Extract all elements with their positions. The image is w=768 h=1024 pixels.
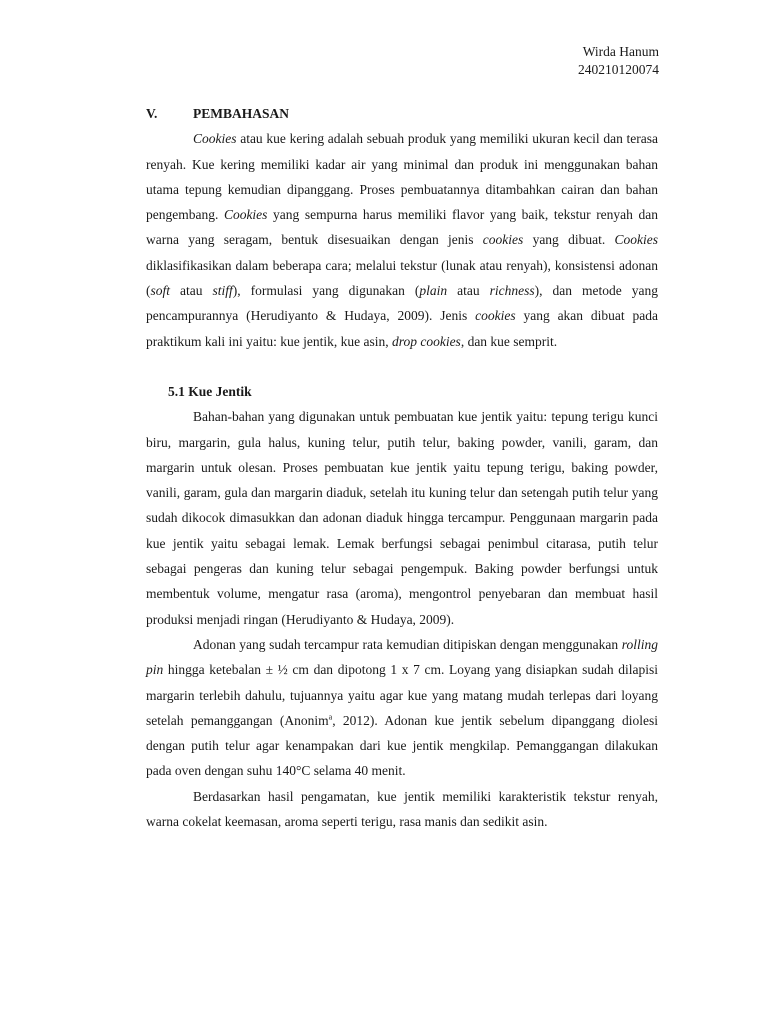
italic-term: cookies bbox=[475, 308, 516, 324]
document-body bbox=[146, 101, 658, 834]
italic-term: richness bbox=[489, 283, 535, 299]
text-run: ), dan metode yang pencampurannya (Herudiyanto & Hudaya, 2009). Jenis bbox=[146, 283, 658, 324]
text-run: , dan kue semprit. bbox=[460, 333, 558, 349]
subsection-heading: 5.1 Kue Jentik bbox=[168, 383, 252, 399]
paragraph-observation: Berdasarkan hasil pengamatan, kue jentik memiliki karakteristik tekstur renyah, warna cokelat keemasan, aroma seperti terigu, rasa manis dan sedikit asin. bbox=[146, 788, 658, 830]
text-run: , 2012). Adonan kue jentik sebelum dipanggang diolesi dengan putih telur agar kenampakan dari kue jentik mengkilap. Pemanggangan dilakukan pada oven dengan suhu 140°C selama 40 menit. bbox=[146, 712, 658, 779]
italic-term: Cookies bbox=[614, 232, 658, 248]
italic-term: drop cookies bbox=[391, 333, 461, 349]
section-number: V. bbox=[146, 106, 158, 121]
intro-paragraph bbox=[146, 126, 658, 354]
italic-term: stiff bbox=[212, 283, 233, 299]
italic-term: cookies bbox=[482, 232, 524, 248]
text-run: atau bbox=[170, 283, 213, 299]
text-run: yang sempurna harus memiliki flavor yang baik, tekstur renyah dan warna yang seragam, bentuk disesuaikan dengan jenis bbox=[146, 207, 658, 248]
author-name: Wirda Hanum bbox=[582, 44, 659, 59]
italic-term: plain bbox=[419, 283, 448, 299]
italic-term: rolling pin bbox=[146, 636, 658, 678]
italic-term: Cookies bbox=[223, 207, 268, 223]
text-run: yang akan dibuat pada praktikum kali ini yaitu: kue jentik, kue asin, bbox=[146, 308, 659, 349]
text-run: ), formulasi yang digunakan ( bbox=[232, 283, 420, 299]
section-title: PEMBAHASAN bbox=[193, 106, 290, 121]
text-run: diklasifikasikan dalam beberapa cara; melalui tekstur (lunak atau renyah), konsistensi adonan ( bbox=[146, 257, 658, 299]
paragraph-process bbox=[146, 632, 658, 784]
text-run: hingga ketebalan ± ½ cm dan dipotong 1 x 7 cm. Loyang yang disiapkan sudah dilapisi margarin terlebih dahulu, tujuannya yaitu agar kue yang matang mudah terlepas dari loyang setelah pemanggangan (Anonim bbox=[146, 662, 658, 728]
section-heading bbox=[146, 101, 658, 126]
paragraph-ingredients: Bahan-bahan yang digunakan untuk pembuatan kue jentik yaitu: tepung terigu kunci biru, margarin, gula halus, kuning telur, putih telur, baking powder, vanili, garam, dan margarin untuk olesan. Proses pembuatan kue jentik yaitu tepung terigu, baking powder, vanili, garam, gula dan margarin diaduk, setelah itu kuning telur dan setengah putih telur yang sudah dikocok dimasukkan dan adonan diaduk hingga tercampur. Penggunaan margarin pada kue jentik yaitu sebagai lemak. Lemak berfungsi sebagai penimbul citarasa, putih telur sebagai pengeras dan kuning telur sebagai pengempuk. Baking powder berfungsi untuk membentuk volume, mengatur rasa (aroma), mengontrol penyebaran dan membuat hasil produksi menjadi ringan (Herudiyanto & Hudaya, 2009). bbox=[146, 409, 658, 627]
italic-term: Cookies bbox=[193, 131, 237, 147]
text-run: Adonan yang sudah tercampur rata kemudian ditipiskan dengan menggunakan bbox=[193, 636, 622, 652]
italic-term: soft bbox=[150, 283, 171, 299]
superscript: a bbox=[328, 712, 333, 722]
student-id: 240210120074 bbox=[578, 62, 659, 77]
text-run: yang dibuat. bbox=[523, 232, 615, 248]
page-header bbox=[578, 43, 659, 79]
text-run: atau kue kering adalah sebuah produk yang memiliki ukuran kecil dan terasa renyah. Kue kering memiliki kadar air yang minimal dan produk ini menggunakan bahan utama tepung kemudian dipanggang. Proses pembuatannya ditambahkan cairan dan bahan pengembang. bbox=[146, 131, 658, 223]
text-run: atau bbox=[447, 283, 490, 299]
